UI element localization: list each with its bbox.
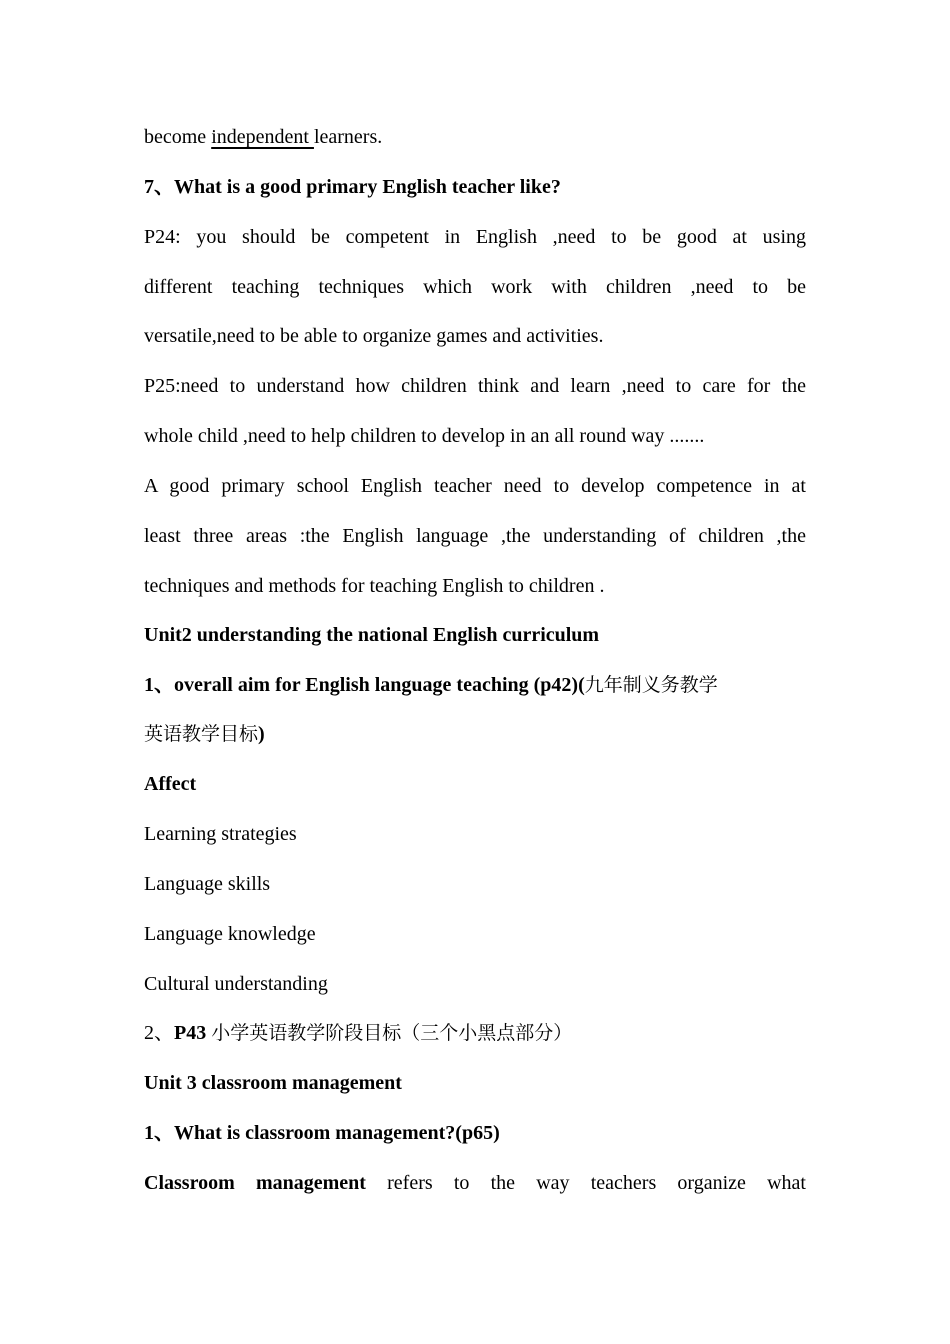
- section-heading-continued: [144, 719, 806, 749]
- underlined-word: independent: [211, 126, 314, 148]
- chinese-text: 英语教学目标: [144, 723, 259, 745]
- paragraph-line: whole child ,need to help children to develop in an all round way .......: [144, 425, 705, 447]
- paragraph-line: [144, 1168, 806, 1198]
- question-heading: 1、What is classroom management?(p65): [144, 1122, 500, 1144]
- paragraph-line: least three areas :the English language ,the understanding of children ,the: [144, 525, 806, 547]
- list-item-affect: Affect: [144, 773, 197, 795]
- section-heading: [144, 670, 806, 700]
- text-run: refers to the way teachers organize what: [365, 1172, 806, 1194]
- paragraph-line: techniques and methods for teaching English to children .: [144, 575, 605, 597]
- heading-text: 1、overall aim for English language teaching (p42)(: [144, 674, 585, 696]
- heading-text: P43: [174, 1022, 212, 1044]
- paragraph-line: P25:need to understand how children think and learn ,need to care for the: [144, 375, 806, 397]
- term-text: Classroom management: [144, 1172, 366, 1194]
- paragraph-line: versatile,need to be able to organize games and activities.: [144, 325, 604, 347]
- paragraph-line: A good primary school English teacher need to develop competence in at: [144, 475, 806, 497]
- paragraph-line: [144, 122, 806, 152]
- chinese-text: 小学英语教学阶段目标（三个小黑点部分）: [211, 1022, 573, 1044]
- chinese-text: 九年制义务教学: [584, 674, 718, 696]
- question-heading: 7、What is a good primary English teacher like?: [144, 176, 561, 198]
- paragraph-line: different teaching techniques which work with children ,need to be: [144, 276, 806, 298]
- unit-heading: Unit 3 classroom management: [144, 1072, 402, 1094]
- text-run: 2、: [144, 1022, 174, 1044]
- list-item-learning-strategies: Learning strategies: [144, 823, 297, 845]
- text-run: learners.: [313, 126, 383, 148]
- list-item-language-skills: Language skills: [144, 873, 271, 895]
- section-heading: [144, 1018, 806, 1048]
- text-run: become: [144, 126, 212, 148]
- list-item-cultural-understanding: Cultural understanding: [144, 973, 328, 995]
- list-item-language-knowledge: Language knowledge: [144, 923, 316, 945]
- paragraph-line: P24: you should be competent in English ,need to be good at using: [144, 226, 806, 248]
- unit-heading: Unit2 understanding the national English curriculum: [144, 624, 600, 646]
- heading-text: ): [258, 723, 265, 745]
